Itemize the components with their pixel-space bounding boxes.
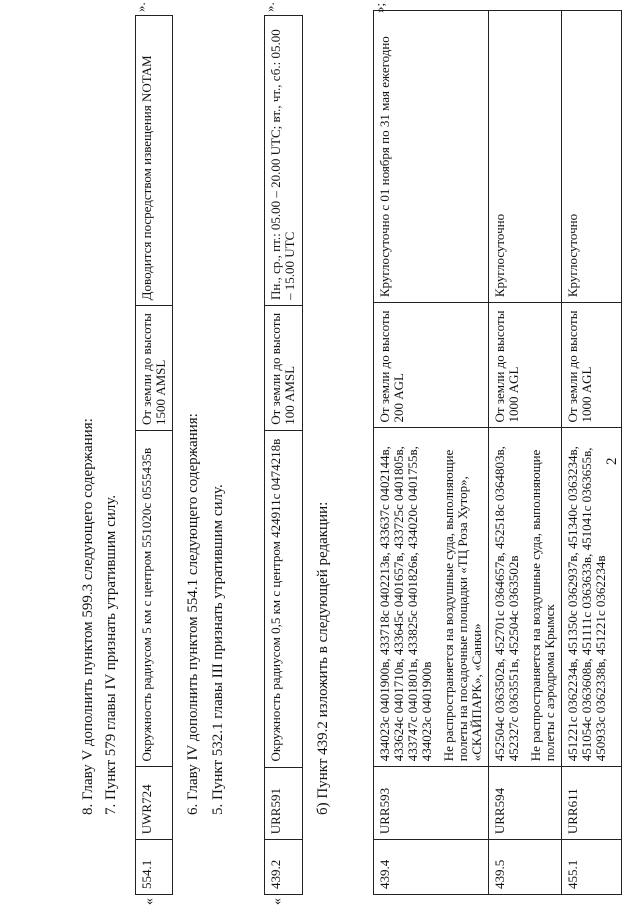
row-number: 439.2 — [265, 840, 303, 895]
row-number: 554.1 — [136, 840, 173, 895]
zone-code: URR591 — [265, 767, 303, 840]
zones-table — [373, 10, 622, 895]
row-number: 455.1 — [562, 840, 622, 895]
zone-time: Круглосуточно с 01 ноября по 31 мая ежегодно — [374, 11, 489, 303]
paragraph-5: 5. Пункт 532.1 главы III признать утратившим силу. — [210, 484, 226, 815]
page-number: 2 — [604, 457, 620, 465]
paragraph-b: б) Пункт 439.2 изложить в следующей редакции: — [315, 501, 331, 815]
zone-code: URR594 — [489, 767, 562, 840]
zone-code: URR593 — [374, 767, 489, 840]
closing-quote: »; — [372, 2, 387, 13]
open-quote: « — [270, 898, 285, 905]
zone-height: От земли до высоты 1500 AMSL — [136, 306, 173, 431]
zone-439-2-table — [264, 15, 303, 895]
zone-height: От земли до высоты 1000 AGL — [562, 303, 622, 428]
table-row — [489, 11, 562, 895]
zone-coordinates: Окружность радиусом 0,5 км с центром 424911с 0474218в — [265, 430, 303, 767]
zone-time: Доводится посредством извещения NOTAM — [136, 16, 173, 306]
zone-554-1-table — [135, 15, 173, 895]
row-number: 439.4 — [374, 840, 489, 895]
open-quote: « — [142, 898, 157, 905]
table-row — [265, 16, 303, 895]
zone-note: Не распространяется на воздушные суда, выполняющие полеты с аэродрома Крымск — [528, 449, 557, 762]
zone-code: URR611 — [562, 767, 622, 840]
zone-time: Круглосуточно — [489, 11, 562, 303]
zone-height: От земли до высоты 200 AGL — [374, 303, 489, 428]
zone-code: UWR724 — [136, 767, 173, 840]
table-row — [562, 11, 622, 895]
row-number: 439.5 — [489, 840, 562, 895]
zone-height: От земли до высоты 100 AMSL — [265, 305, 303, 430]
zone-coordinates: 452504с 0363502в, 452701с 0364657в, 452518с 0364803в, 452327с 0363551в, 452504с 0363502в — [492, 446, 521, 762]
zone-coordinates: 434023с 0401900в, 433718с 0402213в, 433637с 0402144в, 433624с 0401710в, 433645с 0401657в, 433725с 0401805в, 433747с 0401801в, 433825с 0401826в, 434020с 0401755в, 434023с 0401900в — [377, 446, 434, 762]
table-row — [374, 11, 489, 895]
zone-coordinates-cell — [374, 428, 489, 767]
zone-coordinates: 451221с 0362234в, 451350с 0362937в, 451340с 0363234в, 451054с 0363608в, 451111с 0363633в, 451041с 0363655в, 450933с 0362338в, 451221с 0362234в — [562, 428, 622, 767]
close-quote: ». — [133, 2, 148, 12]
table-row — [136, 16, 173, 895]
zone-coordinates: Окружность радиусом 5 км с центром 551020с 0555435в — [136, 431, 173, 767]
close-quote: ». — [262, 2, 277, 12]
zone-time: Круглосуточно — [562, 11, 622, 303]
paragraph-8: 8. Главу V дополнить пунктом 599.3 следующего содержания: — [80, 418, 96, 815]
paragraph-7: 7. Пункт 579 главы IV признать утратившим силу. — [103, 494, 119, 815]
paragraph-6: 6. Главу IV дополнить пунктом 554.1 следующего содержания: — [185, 413, 201, 815]
zone-time: Пн., ср., пт.: 05.00 – 20.00 UTC; вт., чт., сб.: 05.00 – 15.00 UTC — [265, 16, 303, 306]
zone-note: Не распространяется на воздушные суда, выполняющие полеты на посадочные площадки «ТЦ Роза Хутор», «СКАЙПАРК», «Санки» — [441, 449, 484, 762]
zone-coordinates-cell — [489, 428, 562, 767]
zone-height: От земли до высоты 1000 AGL — [489, 303, 562, 428]
